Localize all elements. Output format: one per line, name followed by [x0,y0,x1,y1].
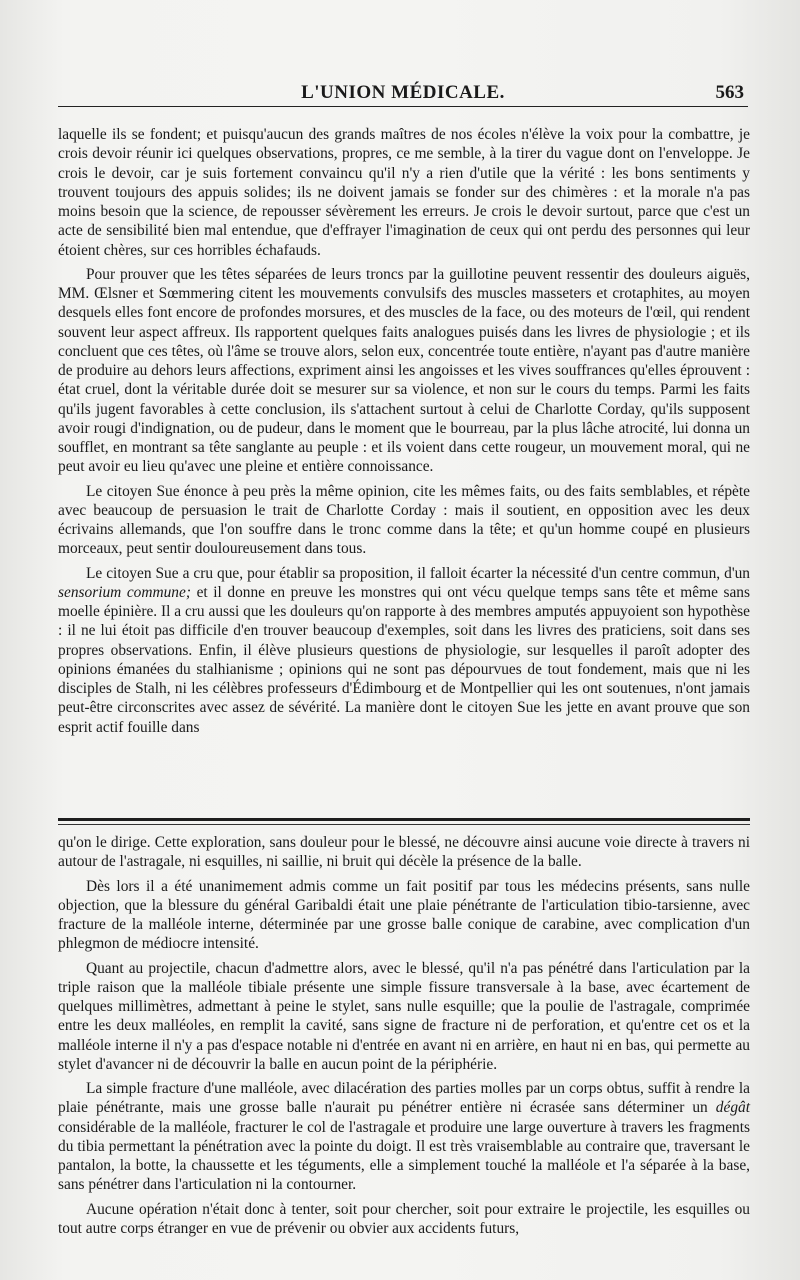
upper-text-section [58,125,750,742]
italic-term: sensorium commune; [58,583,191,601]
paragraph-text: considérable de la malléole, fracturer le col de l'astragale et produire une large ouverture à travers les fragments du tibia permettant la pénétration avec la pointe du doigt. Il est très vraisemblable au contraire que, traversant le pantalon, la botte, la chaussette et les téguments, elle a simplement touché la malléole et l'a séparée à la base, sans pénétrer dans l'articulation ni la contourner. [58,1118,750,1194]
paragraph-text: et il donne en preuve les monstres qui ont vécu quelque temps sans tête et même sans moelle épinière. Il a cru aussi que les douleurs qu'on rapporte à des membres amputés appuyoient son hypothèse : il ne lui étoit pas difficile d'en trouver beaucoup d'exemples, soit dans les livres des praticiens, soit dans ses propres observations. Enfin, il élève plusieurs questions de physiologie, sur lesquelles il paroît adopter des opinions émanées du stalhianisme ; opinions qui ne sont pas dépourvues de tout fondement, mais que ni les disciples de Stalh, ni les célèbres professeurs d'Édimbourg et de Montpellier qui les ont soutenues, n'ont jamais peut-être circonscrites avec assez de sévérité. La manière dont le citoyen Sue les jette en avant prouve que son esprit actif fouille dans [58,583,750,736]
section-divider-thick [58,818,750,821]
paragraph: Aucune opération n'était donc à tenter, soit pour chercher, soit pour extraire le projectile, les esquilles ou tout autre corps étranger en vue de prévenir ou obvier aux accidents futurs, [58,1200,750,1237]
running-title: L'UNION MÉDICALE. [301,82,505,103]
paragraph-text: La simple fracture d'une malléole, avec dilacération des parties molles par un corps obtus, suffit à rendre la plaie pénétrante, mais une grosse balle n'aurait pu pénétrer entière ni écrasée sans déterminer un [58,1080,750,1117]
paragraph: qu'on le dirige. Cette exploration, sans douleur pour le blessé, ne découvre ainsi aucune voie directe à travers ni autour de l'astragale, ni esquilles, ni saillie, ni bruit qui décèle la présence de la balle. [58,834,750,871]
paragraph [58,564,750,737]
paragraph: Le citoyen Sue énonce à peu près la même opinion, cite les mêmes faits, ou des faits semblables, et répète avec beaucoup de persuasion le trait de Charlotte Corday : mais il soutient, en opposition avec les deux écrivains allemands, que l'on souffre dans le tronc comme dans la tête; et qu'un homme coupé en plusieurs morceaux, peut sentir douloureusement dans tous. [58,482,750,558]
paragraph [58,1079,750,1195]
page-header [58,80,748,107]
paragraph: Pour prouver que les têtes séparées de leurs troncs par la guillotine peuvent ressentir des douleurs aiguës, MM. Œlsner et Sœmmering citent les mouvements convulsifs des muscles masseters et crotaphites, au moyen desquels elles font encore de profondes morsures, et des muscles de la face, ou des moteurs de l'œil, qui rendent souvent leur aspect affreux. Ils rapportent quelques faits analogues puisés dans les livres de physiologie ; et ils concluent que ces têtes, où l'âme se trouve alors, selon eux, concentrée toute entière, n'ayant pas d'autre manière de produire au dehors leurs affections, expriment ainsi les angoisses et les vives souffrances qu'elles éprouvent : état cruel, dont la véritable durée doit se mesurer sur sa violence, et non sur le cours du temps. Parmi les faits qu'ils jugent favorables à cette conclusion, ils s'attachent surtout à celui de Charlotte Corday, qu'ils supposent avoir rougi d'indignation, ou de pudeur, dans le moment que le bourreau, par la plus lâche atrocité, lui donna un soufflet, en montrant sa tête sanglante au peuple : et ils voient dans cette rougeur, un mouvement moral, qui ne peut avoir eu lieu qu'avec une pleine et entière connoissance. [58,265,750,476]
paragraph: Dès lors il a été unanimement admis comme un fait positif par tous les médecins présents, sans nulle objection, que la blessure du général Garibaldi était une plaie pénétrante de l'articulation tibio-tarsienne, avec fracture de la malléole interne, déterminée par une grosse balle conique de carabine, avec complication d'un phlegmon de médiocre intensité. [58,877,750,953]
paragraph: Quant au projectile, chacun d'admettre alors, avec le blessé, qu'il n'a pas pénétré dans l'articulation par la triple raison que la malléole tibiale présente une simple fissure transversale à la base, avec écartement de quelques millimètres, admettant à peine le stylet, sans nulle esquille; que la poulie de l'astragale, comprimée entre les deux malléoles, en remplit la cavité, sans signe de fracture ni de perforation, et qu'entre cet os et la malléole interne il n'y a pas d'espace notable ni d'entrée en avant ni en arrière, en haut ni en bas, qui permette au stylet d'avancer ni de découvrir la balle en aucun point de la périphérie. [58,959,750,1073]
lower-text-section [58,833,750,1243]
italic-term: dégât [715,1099,750,1117]
page-number: 563 [715,82,744,103]
paragraph: laquelle ils se fondent; et puisqu'aucun des grands maîtres de nos écoles n'élève la voix pour la combattre, je crois devoir réunir ici quelques observations, propres, ce me semble, à la tirer du vague dont on l'enveloppe. Je crois le devoir, car je suis fortement convaincu qu'il n'y a rien d'utile que la vérité : les bons sentiments y trouvent toujours des appuis solides; ils ne doivent jamais se fonder sur des chimères : et la morale n'a pas moins besoin que la science, de repousser sévèrement les erreurs. Je crois le devoir surtout, parce que c'est un acte de sensibilité bien mal entendue, que d'effrayer l'imagination de ceux qui ont perdu des personnes qui leur étoient chères, sur ces horribles échafauds. [58,126,750,259]
section-divider-thin [58,824,750,825]
paragraph-text: Le citoyen Sue a cru que, pour établir sa proposition, il falloit écarter la nécessité d'un centre commun, d'un [86,564,750,582]
